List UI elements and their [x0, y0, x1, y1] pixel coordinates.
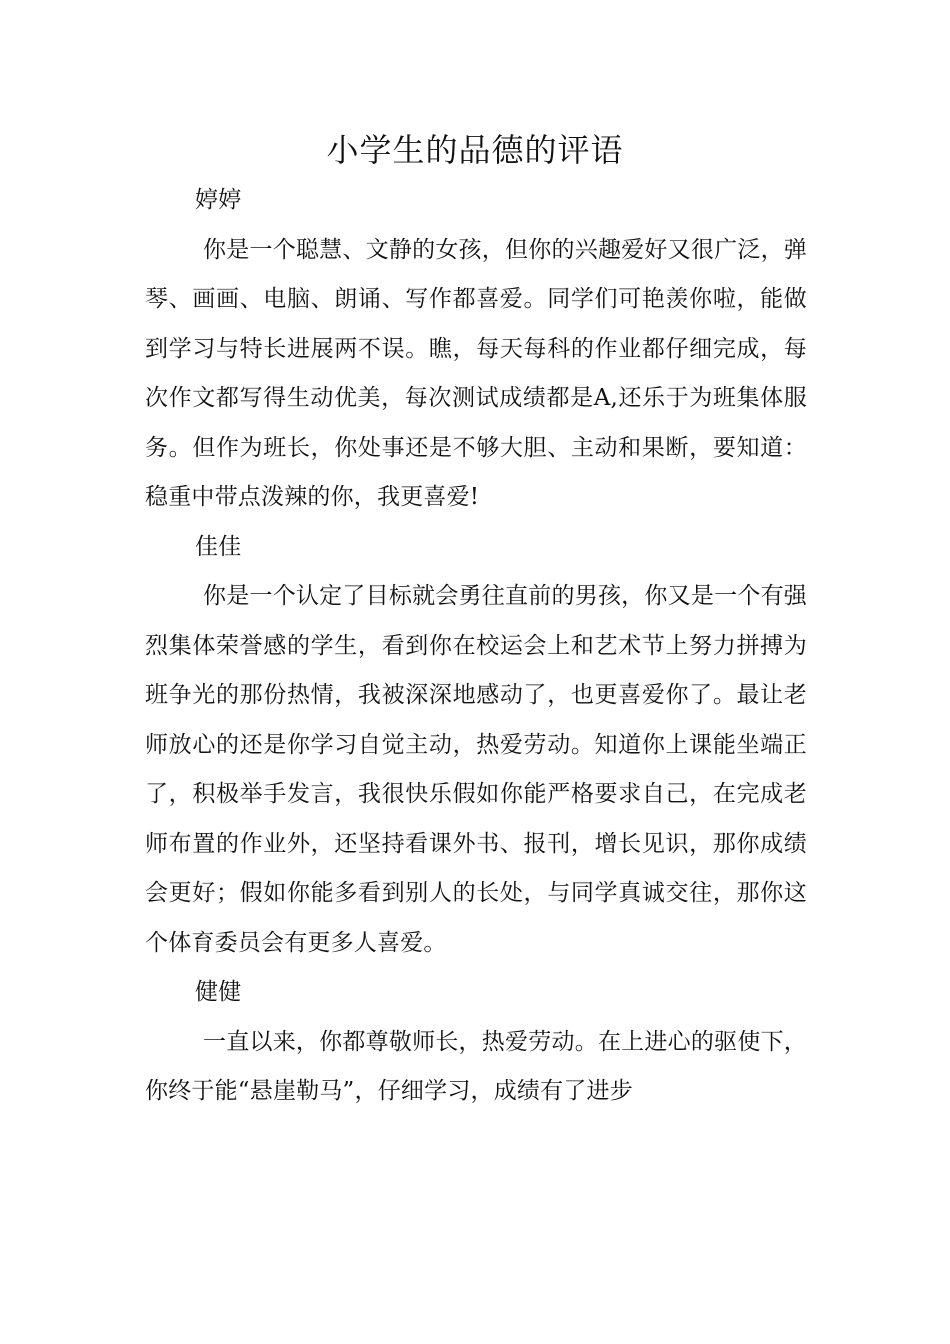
- student-name-tingting: 婷婷: [195, 187, 242, 213]
- document-title: 小学生的品德的评语: [326, 131, 624, 169]
- student-name-jianjian: 健健: [195, 979, 242, 1005]
- document-body: [145, 176, 807, 1117]
- comment-paragraph-jianjian: 一直以来，你都尊敬师长，热爱劳动。在上进心的驱使下，你终于能“悬崖勒马”，仔细学习，成绩有了进步: [145, 1028, 807, 1104]
- comment-paragraph-jiajia: 你是一个认定了目标就会勇往直前的男孩，你又是一个有强烈集体荣誉感的学生，看到你在校运会上和艺术节上努力拼搏为班争光的那份热情，我被深深地感动了，也更喜爱你了。最让老师放心的还是你学习自觉主动，热爱劳动。知道你上课能坐端正了，积极举手发言，我很快乐假如你能严格要求自己，在完成老师布置的作业外，还坚持看课外书、报刊，增长见识，那你成绩会更好；假如你能多看到别人的长处，与同学真诚交往，那你这个体育委员会有更多人喜爱。: [145, 583, 807, 956]
- student-name-jiajia: 佳佳: [195, 533, 242, 560]
- comment-paragraph-tingting: 你是一个聪慧、文静的女孩，但你的兴趣爱好又很广泛，弹琴、画画、电脑、朗诵、写作都喜爱。同学们可艳羡你啦，能做到学习与特长进展两不误。瞧，每天每科的作业都仔细完成，每次作文都写得生动优美，每次测试成绩都是A,还乐于为班集体服务。但作为班长，你处事还是不够大胆、主动和果断，要知道：稳重中带点泼辣的你，我更喜爱!: [145, 236, 807, 510]
